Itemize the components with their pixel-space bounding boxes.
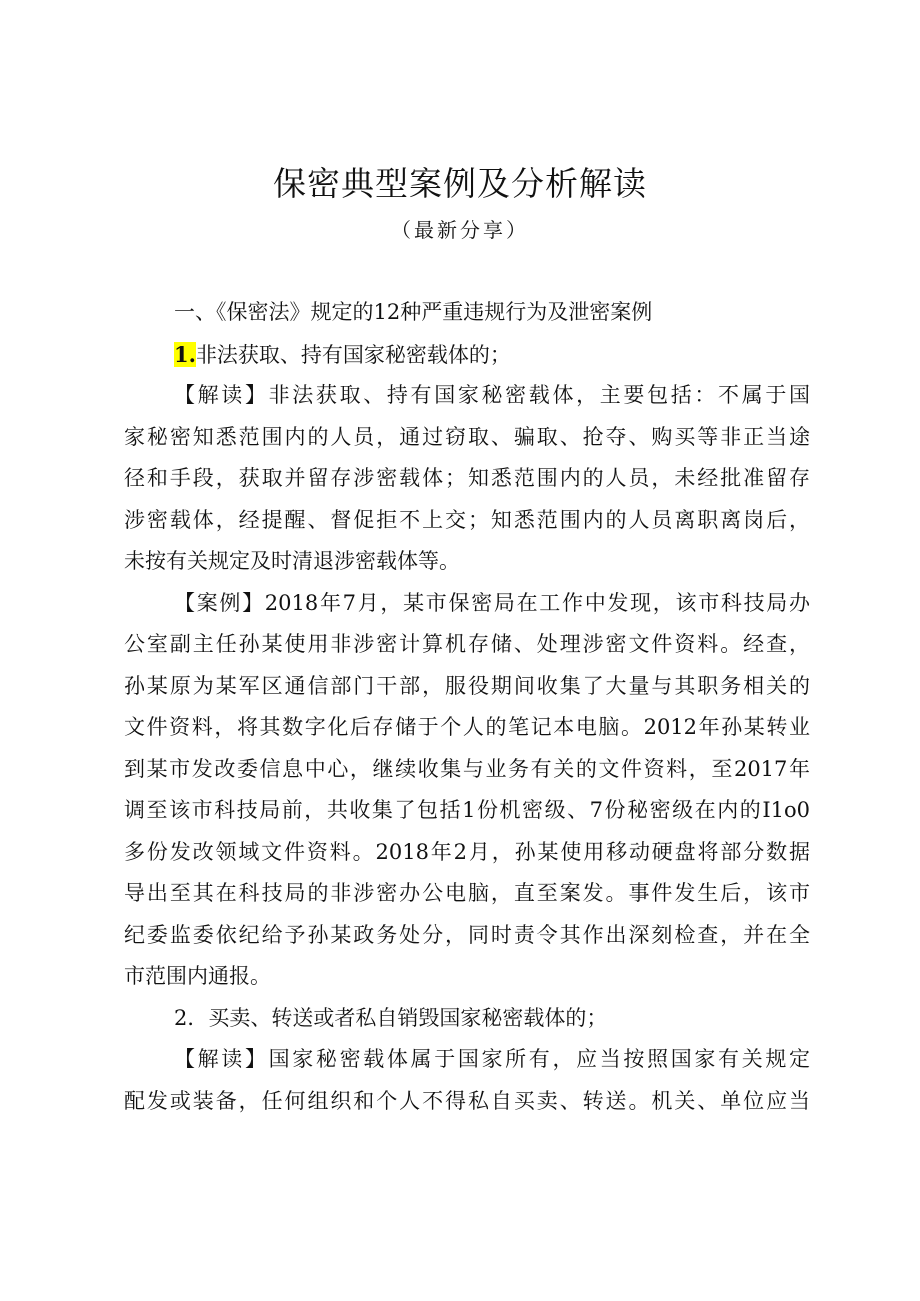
paragraph-line: 【解读】国家秘密载体属于国家所有，应当按照国家有关规定 [174,1047,810,1071]
text-line: 非法获取、持有国家秘密载体的； [195,342,511,367]
document-subtitle: （最新分享） [391,218,529,242]
paragraph-line: 文件资料，将其数字化后存储于个人的笔记本电脑。2012年孙某转业 [124,715,810,739]
paragraph-line: 到某市发改委信息中心，继续收集与业务有关的文件资料，至2017年 [124,756,810,781]
paragraph-line: 市范围内通报。 [124,964,271,988]
paragraph-line: 纪委监委依纪给予孙某政务处分，同时责令其作出深刻检查，并在全 [124,922,810,947]
paragraph-line: 公室副主任孙某使用非涉密计算机存储、处理涉密文件资料。经查， [124,632,810,656]
text-line: 一、《保密法》规定的12种严重违规行为及泄密案例 [174,300,653,324]
paragraph-line: 导出至其在科技局的非涉密办公电脑，直至案发。事件发生后，该市 [124,881,810,905]
paragraph-line: 配发或装备，任何组织和个人不得私自买卖、转送。机关、单位应当 [124,1088,810,1113]
paragraph-line: 涉密载体，经提醒、督促拒不上交；知悉范围内的人员离职离岗后， [124,507,810,532]
paragraph-line: 调至该市科技局前，共收集了包括1份机密级、7份秘密级在内的I1o0 [124,798,810,822]
paragraph-line: 未按有关规定及时清退涉密载体等。 [124,549,460,573]
paragraph-line: 家秘密知悉范围内的人员，通过窃取、骗取、抢夺、购买等非正当途 [124,424,810,449]
paragraph-line: 多份发改领域文件资料。2018年2月，孙某使用移动硬盘将部分数据 [124,839,810,864]
section-heading [124,292,810,334]
document-title: 保密典型案例及分析解读 [273,164,647,203]
item-number-highlight: 1. [174,341,196,367]
paragraph-line: 径和手段，获取并留存涉密载体；知悉范围内的人员，未经批准留存 [124,466,810,490]
document-body [124,292,810,1122]
paragraph-line: 孙某原为某军区通信部门干部，服役期间收集了大量与其职务相关的 [124,673,810,698]
paragraph-line: 【案例】2018年7月，某市保密局在工作中发现，该市科技局办 [174,590,810,615]
item-heading [124,334,810,376]
paragraph-line: 【解读】非法获取、持有国家秘密载体，主要包括：不属于国 [174,383,810,407]
item-heading: 2．买卖、转送或者私自销毁国家秘密载体的； [174,1005,608,1030]
